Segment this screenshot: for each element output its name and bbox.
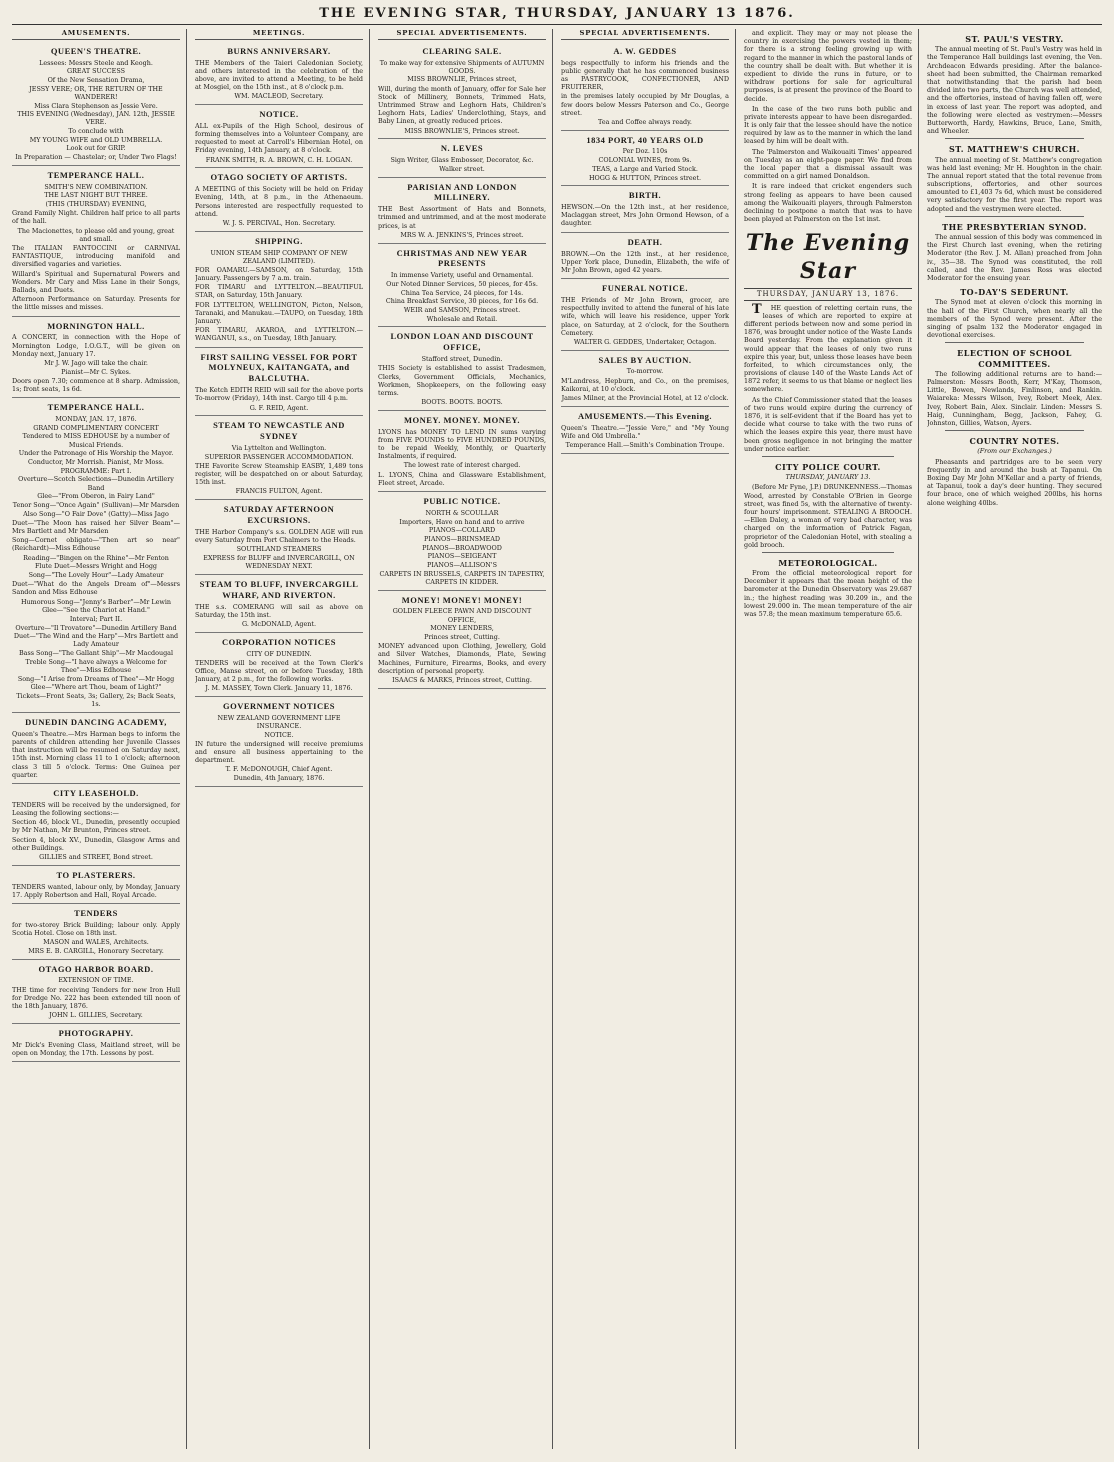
advertisement-title: FUNERAL NOTICE. bbox=[602, 283, 688, 294]
advertisement-line: MISS BROWNLIE'S, Princes street. bbox=[404, 126, 520, 135]
divider bbox=[945, 138, 1084, 139]
advertisement-line: Flute Duet—Messrs Wright and Hogg bbox=[34, 562, 158, 571]
advertisement-line: A MEETING of this Society will be held on Friday Evening, 14th, at 8 p.m., in the Athenaeum. Persons interested are respectfully requested to attend. bbox=[195, 185, 363, 218]
advertisement-line: To make way for extensive Shipments of AUTUMN GOODS. bbox=[379, 58, 545, 75]
country-notes-body: Pheasants and partridges are to be seen very frequently in and around the bush at Tapanui. On Boxing Day Mr John M'Kellar and a party of friends, at Tapanui, took a day's deer hunting. They secured four brace, one of which weighed 200lbs, his horns alone weighing 40lbs. bbox=[927, 457, 1102, 507]
advertisement-line: PIANOS—BRINSMEAD bbox=[424, 534, 500, 543]
advertisement-line: MRS E. B. CARGILL, Honorary Secretary. bbox=[28, 946, 164, 955]
advertisement-title: CLEARING SALE. bbox=[422, 45, 502, 56]
news-item-palmerston: The 'Palmerston and Waikouaiti Times' appeared on Tuesday as an eight-page paper. We find from the local paper that a dismissal assault was committed on a girl named Donaldson. bbox=[744, 147, 912, 181]
advertisement-line: FRANK SMITH, R. A. BROWN, C. H. LOGAN. bbox=[205, 155, 353, 164]
divider bbox=[945, 430, 1084, 431]
advertisement-title: TO PLASTERERS. bbox=[56, 869, 136, 880]
advertisement-line: TENDERS will be received by the undersigned, for Leasing the following sections:— bbox=[12, 800, 180, 817]
advertisement-title: PARISIAN AND LONDON MILLINERY. bbox=[407, 181, 517, 203]
advertisement-line: Bass Song—"The Gallant Ship"—Mr Macdougal bbox=[18, 649, 174, 658]
school-committees-body: The following additional returns are to hand:—Palmerston: Messrs Booth, Kerr, M'Kay, Thomson, Little, Bowen, Newlands, Finlinson, and Rankin. Waiareka: Messrs Wilson, Ivey, Robert Meek, Alex. Ivey, Robert Bain, Alex. Sinclair. Linden: Messrs S. Haig, Cunningham, Begg, Jackson, Fahey, G. Johnston, Gillies, Watson, Ayers. bbox=[927, 369, 1102, 427]
column-news bbox=[927, 29, 1102, 1449]
advertisement-line: L. LYONS, China and Glassware Establishment, Fleet street, Arcade. bbox=[378, 470, 546, 487]
advertisement-line: FOR TIMARU and LYTTELTON.—BEAUTIFUL STAR, on Saturday, 15th January. bbox=[195, 283, 363, 300]
advertisement-line: THE time for receiving Tenders for new Iron Hull for Dredge No. 222 has been extended till noon of the 18th January, 1876. bbox=[12, 985, 180, 1010]
advertisement-line: THE LAST NIGHT BUT THREE. bbox=[44, 191, 148, 200]
advertisement-title: PUBLIC NOTICE. bbox=[423, 495, 501, 506]
advertisement-line: Overture—Scotch Selections—Dunedin Artillery Band bbox=[18, 475, 174, 492]
advertisement-line: Song—Cornet obligato—"Then art so near" (Reichardt)—Miss Edhouse bbox=[12, 536, 180, 553]
advertisement bbox=[378, 492, 546, 591]
advertisement-line: J. M. MASSEY, Town Clerk. January 11, 1876. bbox=[205, 684, 353, 693]
advertisement-title: CITY LEASEHOLD. bbox=[53, 787, 139, 798]
advertisement-line: in the premises lately occupied by Mr Douglas, a few doors below Messrs Paterson and Co., George street. bbox=[561, 92, 729, 117]
advertisement-line: GOLDEN FLEECE PAWN AND DISCOUNT OFFICE, bbox=[392, 607, 532, 624]
advertisement-line: Of the New Sensation Drama, bbox=[47, 75, 145, 84]
advertisement bbox=[12, 904, 180, 960]
advertisement-line: G. F. REID, Agent. bbox=[249, 403, 309, 412]
advertisement bbox=[195, 168, 363, 231]
st-matthews-heading: ST. MATTHEW'S CHURCH. bbox=[949, 144, 1080, 155]
advertisement-line: FOR LYTTELTON, WELLINGTON, Picton, Nelson, Taranaki, and Manukau.—TAUPO, on Tuesday, 18th January. bbox=[195, 300, 363, 325]
advertisement-line: THE Favorite Screw Steamship EASBY, 1,489 tons register, will be despatched on or about Saturday, 15th inst. bbox=[195, 461, 363, 487]
advertisement-line: Tea and Coffee always ready. bbox=[598, 117, 692, 126]
advertisement-line: ISAACS & MARKS, Princes street, Cutting. bbox=[392, 675, 532, 684]
advertisement bbox=[195, 697, 363, 787]
column-meetings bbox=[195, 29, 370, 1449]
advertisement-line: THE Friends of Mr John Brown, grocer, are respectfully invited to attend the funeral of his late wife, which will leave his residence, upper York place, on Saturday, at 2 o'clock, for the Southern Cemetery. bbox=[561, 295, 729, 337]
advertisement-title: TEMPERANCE HALL. bbox=[47, 402, 145, 413]
advertisement bbox=[195, 348, 363, 417]
advertisement-line: Sign Writer, Glass Embosser, Decorator, &c. bbox=[390, 156, 534, 165]
advertisement-line: begs respectfully to inform his friends and the public generally that he has commenced business as PASTRYCOOK, CONFECTIONER, AND FRUITERER, bbox=[561, 58, 729, 92]
divider bbox=[945, 342, 1084, 343]
advertisement-line: MISS BROWNLIE, Princes street, bbox=[407, 75, 517, 84]
advertisement-line: PIANOS—BROADWOOD bbox=[422, 543, 502, 552]
advertisement-title: SATURDAY AFTERNOON EXCURSIONS. bbox=[223, 504, 335, 525]
advertisement-line: Will, during the month of January, offer for Sale her Stock of Millinery, Bonnets, Trimmed Hats, Untrimmed Straw and Leghorn Hats, Children's Leghorn Hats, Ladies' Underclothing, Stays, and Baby Linen, at greatly reduced prices. bbox=[378, 84, 546, 126]
sederunt-body: The Synod met at eleven o'clock this morning in the hall of the First Church, when nearly all the members of the Synod were present. After the singing of psalm 132 the Moderator engaged in devotional exercises. bbox=[927, 298, 1102, 340]
advertisement-line: Princes street, Cutting. bbox=[424, 632, 500, 641]
meteorological-heading: METEOROLOGICAL. bbox=[778, 557, 878, 568]
advertisement-title: BIRTH. bbox=[628, 190, 662, 201]
school-committees-heading: ELECTION OF SCHOOL COMMITTEES. bbox=[957, 348, 1072, 369]
advertisement-line: MONEY advanced upon Clothing, Jewellery, Gold and Silver Watches, Diamonds, Plate, Sewing Machines, Furniture, Firearms, Books, and every description of personal property. bbox=[378, 642, 546, 675]
editorial-continuation-2: In the case of the two runs both public and private interests appear to have been disregarded. It is only fair that the lessee should have the notice required by law as to the manner in which the land leased by him will be dealt with. bbox=[744, 104, 912, 146]
divider bbox=[762, 456, 894, 457]
advertisement-line: THE Harbor Company's s.s. GOLDEN AGE will run every Saturday from Port Chalmers to the Heads. bbox=[195, 527, 363, 545]
advertisement-title: CORPORATION NOTICES bbox=[222, 636, 336, 647]
advertisement-line: JESSY VERE; OR, THE RETURN OF THE WANDERER! bbox=[29, 84, 163, 101]
advertisement-line: G. McDONALD, Agent. bbox=[241, 619, 317, 628]
advertisement-line: TEAS, a Large and Varied Stock. bbox=[592, 164, 698, 173]
advertisement-title: STEAM TO BLUFF, INVERCARGILL WHARF, AND RIVERTON. bbox=[199, 578, 359, 600]
advertisement-line: Under the Patronage of His Worship the Mayor. bbox=[18, 449, 174, 458]
divider bbox=[762, 552, 894, 553]
advertisement-line: SUPERIOR PASSENGER ACCOMMODATION. bbox=[204, 452, 354, 461]
advertisement-line: HEWSON.—On the 12th inst., at her residence, Maclaggan street, Mrs John Ormond Hewson, of a daughter. bbox=[561, 203, 729, 228]
advertisement-title: NOTICE. bbox=[259, 109, 299, 119]
advertisement-title: BURNS ANNIVERSARY. bbox=[227, 45, 331, 56]
advertisement-line: Tendered to MISS EDHOUSE by a number of Musical Friends. bbox=[22, 432, 170, 449]
advertisement-line: THIS EVENING (Wednesday), JAN. 12th, JESSIE VERE. bbox=[17, 110, 175, 127]
advertisement bbox=[195, 105, 363, 168]
advertisement-title: TENDERS bbox=[74, 907, 118, 918]
advertisement-line: NEW ZEALAND GOVERNMENT LIFE INSURANCE. bbox=[217, 713, 341, 730]
advertisement bbox=[561, 279, 729, 351]
advertisement-line: Grand Family Night. Children half price to all parts of the hall. bbox=[12, 209, 180, 226]
advertisement-line: Section 46, block VI., Dunedin, presently occupied by Mr Nathan, Mr Brunton, Princes street. bbox=[12, 818, 180, 835]
advertisement-title: OTAGO SOCIETY OF ARTISTS. bbox=[210, 172, 348, 183]
advertisement-line: Duet—"The Wind and the Harp"—Mrs Bartlett and Lady Amateur bbox=[13, 632, 179, 649]
advertisement-line: Humorous Song—"Jenny's Barber"—Mr Lewin bbox=[20, 597, 172, 606]
sederunt-heading: TO-DAY'S SEDERUNT. bbox=[960, 287, 1069, 298]
advertisement-line: COLONIAL WINES, from 9s. bbox=[598, 156, 692, 165]
synod-body: The annual session of this body was commenced in the First Church last evening, when the retiring Moderator (the Rev. J. M. Allan) preached from John iv., 35—38. The Synod was constituted, the roll called, and the Rev. James Ross was elected Moderator for the ensuing year. bbox=[927, 233, 1102, 283]
advertisement-line: Importers, Have on hand and to arrive bbox=[399, 517, 525, 526]
advertisement-line: Pianist—Mr C. Sykes. bbox=[61, 367, 131, 376]
advertisement-title: LONDON LOAN AND DISCOUNT OFFICE, bbox=[390, 331, 534, 353]
leader-paragraph-2: As the Chief Commissioner stated that the leases of two runs would expire during the currency of 1876, it is self-evident that if the Board has yet to decide what course to take with the two runs of which the leases expire this year, there must have been gross negligence in not bringing the matter under notice earlier. bbox=[744, 395, 912, 453]
advertisement-line: Look out for GRIP. bbox=[66, 144, 126, 153]
advertisement-line: MY YOUNG WIFE and OLD UMBRELLA. bbox=[29, 135, 163, 144]
section-head-special-1: SPECIAL ADVERTISEMENTS. bbox=[378, 29, 546, 40]
advertisement-line: WM. MACLEOD, Secretary. bbox=[234, 92, 324, 101]
advertisement-title: QUEEN'S THEATRE. bbox=[50, 45, 142, 56]
advertisement bbox=[561, 131, 729, 187]
advertisement-line: Queen's Theatre.—"Jessie Vere," and "My Young Wife and Old Umbrella." bbox=[561, 423, 729, 440]
section-head-meetings: MEETINGS. bbox=[195, 29, 363, 40]
advertisement-title: MONEY. MONEY. MONEY. bbox=[403, 414, 521, 425]
advertisement bbox=[378, 42, 546, 140]
advertisement-line: Duet—"The Moon has raised her Silver Beam"—Mrs Bartlett and Mr Marsden bbox=[12, 518, 180, 535]
column-editorial bbox=[744, 29, 919, 1449]
advertisement-title: MORNINGTON HALL. bbox=[47, 320, 145, 331]
advertisement-line: LYONS has MONEY TO LEND IN sums varying from FIVE POUNDS to FIVE HUNDRED POUNDS, to be repaid Weekly, Monthly, or Quarterly Instalments, if required. bbox=[378, 427, 546, 461]
advertisement-line: Stafford street, Dunedin. bbox=[421, 355, 503, 364]
advertisement-title: DUNEDIN DANCING ACADEMY, bbox=[25, 716, 167, 727]
advertisement-line: THE Best Assortment of Hats and Bonnets, trimmed and untrimmed, and at the most moderate prices, is at bbox=[378, 205, 546, 230]
advertisement-line: SMITH'S NEW COMBINATION. bbox=[44, 182, 148, 191]
advertisement-title: N. LEVES bbox=[440, 143, 484, 154]
advertisement-line: IN future the undersigned will receive premiums and ensure all business appertaining to the department. bbox=[195, 739, 363, 765]
advertisement-line: The ITALIAN FANTOCCINI or CARNIVAL FANTASTIQUE, introducing manifold and diversified vagaries and varieties. bbox=[12, 244, 180, 269]
advertisement-line: MONEY LENDERS, bbox=[430, 624, 494, 633]
news-item-cricket: It is rare indeed that cricket engenders such strong feeling as appears to have been caused among the Waikouaiti players, through Palmerston declining to postpone a match that was to have been played at Palmerston on the 1st inst. bbox=[744, 182, 912, 224]
advertisement bbox=[378, 591, 546, 689]
advertisement bbox=[12, 784, 180, 866]
advertisement-line: The Macionettes, to please old and young, great and small. bbox=[17, 226, 175, 243]
police-court-date: THURSDAY, JANUARY 13. bbox=[785, 473, 871, 482]
advertisement bbox=[378, 327, 546, 410]
advertisement-line: WALTER G. GEDDES, Undertaker, Octagon. bbox=[573, 337, 717, 346]
advertisement bbox=[12, 317, 180, 399]
leader-paragraph-1: THE question of reletting certain runs, the leases of which are reported to expire at different periods between now and some period in 1876, was brought under notice of the Waste Lands Board yesterday. From the explanation given it would appear that the leases of only two runs expire this year, but, unless those leases have been forfeited, to which circumstances only, the provisions of clause 140 of the Waste Lands Act of 1872 refer, it seems to us that blame or neglect lies somewhere. bbox=[744, 301, 912, 394]
advertisement-line: Mr J. W. Jago will take the chair. bbox=[44, 358, 148, 367]
column-amusements bbox=[12, 29, 187, 1449]
advertisement-line: To-morrow. bbox=[626, 367, 664, 376]
advertisement bbox=[378, 139, 546, 177]
advertisement bbox=[195, 416, 363, 500]
advertisement bbox=[561, 351, 729, 407]
advertisement-title: SHIPPING. bbox=[255, 235, 303, 246]
advertisement-line: The Ketch EDITH REID will sail for the above ports To-morrow (Friday), 14th inst. Cargo till 4 p.m. bbox=[195, 386, 363, 403]
divider bbox=[945, 216, 1084, 217]
advertisement-line: M'Landress, Hepburn, and Co., on the premises, Kaikorai, at 10 o'clock. bbox=[561, 376, 729, 393]
advertisement-line: Dunedin, 4th January, 1876. bbox=[233, 774, 325, 783]
advertisement-title: FIRST SAILING VESSEL FOR PORT MOLYNEUX, KAITANGATA, and BALCLUTHA. bbox=[200, 351, 358, 384]
advertisement bbox=[561, 42, 729, 131]
advertisement-title: SALES BY AUCTION. bbox=[598, 354, 692, 365]
advertisement-line: JOHN L. GILLIES, Secretary. bbox=[49, 1011, 143, 1020]
advertisement-line: W. J. S. PERCIVAL, Hon. Secretary. bbox=[222, 218, 336, 227]
page-masthead: THE EVENING STAR, THURSDAY, JANUARY 13 1876. bbox=[12, 6, 1102, 25]
advertisement-line: Song—"I Arise from Dreams of Thee"—Mr Hogg bbox=[17, 674, 175, 683]
advertisement-line: NOTICE. bbox=[264, 730, 294, 739]
advertisement-line: Interval; Part II. bbox=[69, 614, 123, 623]
country-notes-heading: COUNTRY NOTES. bbox=[969, 436, 1060, 447]
advertisement-line: MONDAY, JAN. 17, 1876. bbox=[55, 415, 137, 424]
advertisement-line: Duet—"What do the Angels Dream of"—Messrs Sandon and Miss Edhouse bbox=[12, 580, 180, 597]
advertisement-line: Also Song—"O Fair Dove" (Gatty)—Miss Jago bbox=[23, 509, 169, 518]
advertisement-line: In Preparation — Chastelar; or, Under Two Flags! bbox=[15, 153, 177, 162]
advertisement-line: Walker street. bbox=[439, 164, 485, 173]
advertisement-title: CHRISTMAS AND NEW YEAR PRESENTS bbox=[396, 247, 528, 269]
advertisement-line: PIANOS—COLLARD bbox=[428, 526, 496, 535]
advertisement-line: PIANOS—SEIGEANT bbox=[427, 552, 497, 561]
advertisement-line: Miss Clara Stephenson as Jessie Vere. bbox=[34, 101, 158, 110]
advertisement-line: CARPETS IN BRUSSELS, CARPETS IN TAPESTRY, CARPETS IN KIDDER. bbox=[379, 569, 545, 586]
advertisement bbox=[195, 232, 363, 348]
advertisement-line: UNION STEAM SHIP COMPANY OF NEW ZEALAND (LIMITED). bbox=[210, 248, 348, 265]
advertisement-line: MRS W. A. JENKINS'S, Princes street. bbox=[400, 230, 524, 239]
advertisement-line: Song—"The Lovely Hour"—Lady Amateur bbox=[28, 570, 164, 579]
advertisement bbox=[12, 1024, 180, 1062]
synod-heading: THE PRESBYTERIAN SYNOD. bbox=[942, 221, 1087, 232]
advertisement-line: To conclude with bbox=[68, 127, 124, 136]
advertisement bbox=[12, 960, 180, 1024]
advertisement-line: GRAND COMPLIMENTARY CONCERT bbox=[33, 423, 159, 432]
advertisement bbox=[561, 186, 729, 232]
advertisement-line: THIS Society is established to assist Tradesmen, Clerks, Government Officials, Mechanics, Workmen, Shopkeepers, on the following easy terms. bbox=[378, 364, 546, 397]
advertisement bbox=[12, 398, 180, 713]
advertisement-line: TENDERS wanted, labour only, by Monday, January 17. Apply Robertson and Hall, Royal Arcade. bbox=[12, 882, 180, 899]
advertisement-line: China Tea Service, 24 pieces, for 14s. bbox=[400, 288, 524, 297]
st-pauls-body: The annual meeting of St. Paul's Vestry was held in the Temperance Hall buildings last evening, the Ven. Archdeacon Edwards presiding. After the balance-sheet had been submitted, the Chairman remarked that notwithstanding that the parish had been divided into two parts, the Church was well attended, and the offertories, instead of having fallen off, were in excess of last year. The report was adopted, and the following were elected as vestrymen:—Messrs Butterworth, Hardy, Hawkins, Bruce, Lane, Smith, and Wheeler. bbox=[927, 45, 1102, 136]
advertisement-title: 1834 PORT, 40 YEARS OLD bbox=[586, 134, 704, 145]
advertisement-line: EXTENSION OF TIME. bbox=[58, 976, 134, 985]
advertisement-title: A. W. GEDDES bbox=[613, 45, 677, 56]
section-head-special-2: SPECIAL ADVERTISEMENTS. bbox=[561, 29, 729, 40]
advertisement-title: MONEY! MONEY! MONEY! bbox=[401, 594, 523, 605]
advertisement-line: WEIR and SAMSON, Princes street. bbox=[403, 306, 521, 314]
advertisement-line: Overture—"Il Trovatore"—Dunedin Artillery Band bbox=[15, 623, 177, 632]
advertisement-line: Willard's Spiritual and Supernatural Powers and Wonders. Mr Cary and Miss Lane in their Songs, Ballads, and Duets. bbox=[12, 269, 180, 294]
advertisement-line: FOR OAMARU.—SAMSON, on Saturday, 15th January. Passengers by 7 a.m. train. bbox=[195, 265, 363, 283]
advertisement-line: PIANOS—ALLISON'S bbox=[426, 560, 497, 569]
advertisement-line: T. F. McDONOUGH, Chief Agent. bbox=[225, 765, 333, 774]
country-notes-source: (From our Exchanges.) bbox=[977, 447, 1052, 456]
advertisement-line: Queen's Theatre.—Mrs Harman begs to inform the parents of children attending her Juvenile Classes that instruction will be resumed on Saturday next, 15th inst. Morning class 11 to 1 o'clock; afternoon class 3 till 5 o'clock. Terms: One Guinea per quarter. bbox=[12, 729, 180, 779]
advertisement-line: Doors open 7.30; commence at 8 sharp. Admission, 1s; front seats, 1s 6d. bbox=[12, 376, 180, 393]
advertisement-line: Our Noted Dinner Services, 50 pieces, for 45s. bbox=[386, 279, 538, 288]
advertisement bbox=[378, 178, 546, 244]
police-court-body: (Before Mr Fyne, J.P.) DRUNKENNESS.—Thomas Wood, arrested by Constable O'Brien in George street, was fined 5s, with the alternative of twenty-four hours' imprisonment. STEALING A BROOCH.—Ellen Daley, a woman of very bad character, was charged on the information of Patrick Fagan, proprietor of the Caledonian Hotel, with stealing a gold brooch. bbox=[744, 483, 912, 549]
advertisement-line: China Breakfast Service, 30 pieces, for 16s 6d. bbox=[385, 297, 539, 306]
advertisement bbox=[195, 575, 363, 633]
advertisement-title: DEATH. bbox=[627, 236, 663, 247]
advertisement-line: FOR TIMARU, AKAROA, and LYTTELTON.—WANGANUI, s.s., on Tuesday, 18th January. bbox=[195, 326, 363, 343]
advertisement-title: TEMPERANCE HALL. bbox=[47, 169, 145, 180]
advertisement-line: Reading—"Bingen on the Rhine"—Mr Fenton bbox=[23, 553, 169, 562]
advertisement bbox=[195, 42, 363, 105]
advertisement-line: THE Members of the Taieri Caledonian Society, and others interested in the celebration of the above, are invited to attend a Meeting, to be held at Mosgiel, on the 15th inst., at 8 o'clock p.m. bbox=[195, 58, 363, 92]
advertisement-line: The lowest rate of interest charged. bbox=[403, 461, 521, 470]
advertisement-line: TENDERS will be received at the Town Clerk's Office, Manse street, on or before Tuesday, 18th January, at 2 p.m., for the following works. bbox=[195, 658, 363, 684]
advertisement-line: Afternoon Performance on Saturday. Presents for the little misses and misses. bbox=[12, 295, 180, 312]
advertisement-line: EXPRESS for BLUFF and INVERCARGILL, ON WEDNESDAY NEXT. bbox=[203, 553, 355, 571]
advertisement bbox=[195, 500, 363, 575]
advertisement-line: Tickets—Front Seats, 3s; Gallery, 2s; Back Seats, 1s. bbox=[16, 692, 176, 709]
advertisement-line: SOUTHLAND STEAMERS bbox=[236, 545, 322, 554]
advertisement-title: AMUSEMENTS.—This Evening. bbox=[577, 410, 713, 421]
advertisement bbox=[378, 411, 546, 492]
column-special-ads-2 bbox=[561, 29, 736, 1449]
advertisement-line: CITY OF DUNEDIN. bbox=[246, 649, 312, 658]
advertisement-line: Glee—"Where art Thou, beam of Light?" bbox=[30, 683, 162, 692]
advertisement-line: NORTH & SCOULLAR bbox=[425, 508, 499, 517]
advertisement-line: Lessees: Messrs Steele and Keogh. bbox=[39, 58, 153, 67]
editorial-dateline: THURSDAY, JANUARY 13, 1876. bbox=[744, 288, 912, 301]
meteorological-body: From the official meteorological report for December it appears that the mean height of the barometer at the Dunedin Observatory was 29.687 in.; the highest reading was 30.209 in., and the lowest 29.000 in. The mean temperature of the air was 57.8; the mean maximum temperature 65.6. bbox=[744, 569, 912, 619]
advertisement-line: BROWN.—On the 12th inst., at her residence, Upper York place, Dunedin, Elizabeth, the wife of Mr John Brown, aged 42 years. bbox=[561, 249, 729, 274]
editorial-continuation: and explicit. They may or may not please the country in exercising the powers vested in them; for there is a strong feeling growing up with regard to the manner in which the pastoral lands of the country shall be dealt with. But whether it is expedient to divide the runs in future, or to withdraw portions for sale for agricultural purposes, is at present the province of the Board to decide. bbox=[744, 29, 912, 103]
advertisement-line: Glee—"From Oberon, in Fairy Land" bbox=[37, 492, 155, 501]
advertisement-line: PROGRAMME: Part I. bbox=[60, 466, 132, 475]
advertisement-title: PHOTOGRAPHY. bbox=[58, 1027, 134, 1038]
advertisement-line: Via Lyttelton and Wellington. bbox=[231, 444, 327, 452]
advertisement bbox=[12, 42, 180, 166]
advertisement-line: GILLIES and STREET, Bond street. bbox=[39, 852, 153, 861]
advertisement-line: Treble Song—"I have always a Welcome for Thee"—Miss Edhouse bbox=[25, 657, 167, 674]
advertisement-line: Mr Dick's Evening Class, Maitland street, will be open on Monday, the 17th. Lessons by post. bbox=[12, 1040, 180, 1057]
advertisement-line: Glee—"See the Chariot at Hand." bbox=[42, 606, 150, 615]
st-matthews-body: The annual meeting of St. Matthew's congregation was held last evening; Mr H. Houghton in the chair. The annual report stated that the total revenue from subscriptions, offertories, and other sources amounted to £1,403 7s 6d, which must be considered very satisfactory for the first year. The report was adopted and the vestrymen were elected. bbox=[927, 155, 1102, 213]
advertisement-line: In immense Variety, useful and Ornamental. bbox=[390, 271, 534, 280]
advertisement bbox=[561, 407, 729, 454]
advertisement bbox=[561, 233, 729, 279]
advertisement bbox=[195, 633, 363, 697]
advertisement-line: THE s.s. COMERANG will sail as above on Saturday, the 15th inst. bbox=[195, 602, 363, 619]
advertisement-line: HOGG & HUTTON, Princes street. bbox=[588, 173, 702, 182]
advertisement-line: James Milner, at the Provincial Hotel, at 12 o'clock. bbox=[561, 394, 729, 402]
st-pauls-heading: ST. PAUL'S VESTRY. bbox=[965, 34, 1064, 44]
advertisement-line: for two-storey Brick Building; labour only. Apply Scotia Hotel. Close on 18th inst. bbox=[12, 920, 180, 937]
advertisement-title: GOVERNMENT NOTICES bbox=[222, 700, 336, 711]
column-special-ads-1 bbox=[378, 29, 553, 1449]
advertisement-line: Temperance Hall.—Smith's Combination Troupe. bbox=[565, 440, 725, 449]
advertisement bbox=[378, 244, 546, 328]
advertisement-line: Per Doz. 110s bbox=[622, 147, 668, 156]
newspaper-logo: The Evening Star bbox=[745, 230, 911, 285]
advertisement-title: OTAGO HARBOR BOARD. bbox=[38, 963, 154, 974]
advertisement-line: (THIS (THURSDAY) EVENING, bbox=[45, 200, 147, 209]
columns bbox=[12, 29, 1102, 1449]
advertisement bbox=[12, 166, 180, 317]
advertisement-line: Wholesale and Retail. bbox=[426, 314, 498, 323]
section-head-amusements: AMUSEMENTS. bbox=[12, 29, 180, 40]
advertisement-line: GREAT SUCCESS bbox=[67, 67, 125, 76]
advertisement-line: FRANCIS FULTON, Agent. bbox=[235, 487, 323, 496]
advertisement-line: A CONCERT, in connection with the Hope of Mornington Lodge, I.O.G.T., will be given on Monday next, January 17. bbox=[12, 333, 180, 358]
police-court-heading: CITY POLICE COURT. bbox=[775, 461, 881, 472]
advertisement-line: Tenor Song—"Once Again" (Sullivan)—Mr Marsden bbox=[12, 500, 180, 509]
advertisement-line: BOOTS. BOOTS. BOOTS. bbox=[421, 398, 503, 407]
advertisement-line: Conductor, Mr Morrish. Pianist, Mr Moss. bbox=[28, 458, 164, 466]
advertisement-line: MASON and WALES, Architects. bbox=[43, 938, 149, 947]
advertisement-title: STEAM TO NEWCASTLE AND SYDNEY bbox=[213, 420, 345, 442]
advertisement bbox=[12, 713, 180, 784]
advertisement-line: Section 4, block XV., Dunedin, Glasgow Arms and other Buildings. bbox=[12, 835, 180, 852]
advertisement bbox=[12, 866, 180, 904]
advertisement-line: ALL ex-Pupils of the High School, desirous of forming themselves into a Volunteer Company, are requested to meet at Carroll's Hibernian Hotel, on Friday evening, 14th January, at 8 o'clock. bbox=[195, 121, 363, 155]
